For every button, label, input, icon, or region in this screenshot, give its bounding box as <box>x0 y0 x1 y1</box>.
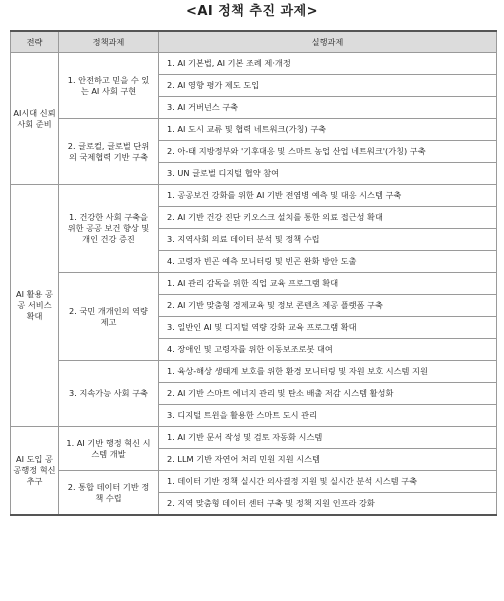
table-row <box>11 427 497 449</box>
action-cell: 3. 지역사회 의료 데이터 분석 및 정책 수립 <box>159 229 497 251</box>
policy-cell: 1. AI 기반 행정 혁신 시스템 개발 <box>59 427 159 471</box>
table-row <box>11 119 497 141</box>
table-row <box>11 53 497 75</box>
policy-cell: 1. 안전하고 믿을 수 있는 AI 사회 구현 <box>59 53 159 119</box>
action-cell: 2. AI 기반 맞춤형 경제교육 및 정보 콘텐츠 제공 플랫폼 구축 <box>159 295 497 317</box>
strategy-cell: AI 활용 공공 서비스 확대 <box>11 185 59 427</box>
table-row <box>11 471 497 493</box>
action-cell: 2. 지역 맞춤형 데이터 센터 구축 및 정책 지원 인프라 강화 <box>159 493 497 516</box>
action-cell: 2. AI 영향 평가 제도 도입 <box>159 75 497 97</box>
table-row <box>11 273 497 295</box>
action-cell: 2. 아-태 지방정부와 '기후대응 및 스마트 농업 산업 네트워크'(가칭) 구축 <box>159 141 497 163</box>
action-cell: 2. LLM 기반 자연어 처리 민원 지원 시스템 <box>159 449 497 471</box>
policy-cell: 2. 글로컬, 글로벌 단위의 국제협력 기반 구축 <box>59 119 159 185</box>
header-policy: 정책과제 <box>59 31 159 53</box>
action-cell: 1. AI 도시 교류 및 협력 네트워크(가칭) 구축 <box>159 119 497 141</box>
action-cell: 1. AI 기반 문서 작성 및 검토 자동화 시스템 <box>159 427 497 449</box>
policy-cell: 2. 국민 개개인의 역량 제고 <box>59 273 159 361</box>
action-cell: 1. 공공보건 강화를 위한 AI 기반 전염병 예측 및 대응 시스템 구축 <box>159 185 497 207</box>
action-cell: 1. AI 기본법, AI 기본 조례 제·개정 <box>159 53 497 75</box>
action-cell: 1. 육상-해상 생태계 보호를 위한 환경 모니터링 및 자원 보호 시스템 지원 <box>159 361 497 383</box>
policy-cell: 3. 지속가능 사회 구축 <box>59 361 159 427</box>
strategy-cell: AI 도입 공공행정 혁신추구 <box>11 427 59 516</box>
action-cell: 1. AI 관리 감독을 위한 직업 교육 프로그램 확대 <box>159 273 497 295</box>
policy-cell: 2. 통합 데이터 기반 정책 수립 <box>59 471 159 516</box>
table-row <box>11 361 497 383</box>
policy-table <box>10 30 497 516</box>
strategy-cell: AI시대 신뢰사회 준비 <box>11 53 59 185</box>
action-cell: 2. AI 기반 건강 진단 키오스크 설치를 통한 의료 접근성 확대 <box>159 207 497 229</box>
page-title: <AI 정책 추진 과제> <box>185 4 319 19</box>
header-strategy: 전략 <box>11 31 59 53</box>
policy-cell: 1. 건강한 사회 구축을 위한 공공 보건 향상 및 개인 건강 증진 <box>59 185 159 273</box>
action-cell: 1. 데이터 기반 정책 실시간 의사결정 지원 및 실시간 분석 시스템 구축 <box>159 471 497 493</box>
action-cell: 3. 디지털 트윈을 활용한 스마트 도시 관리 <box>159 405 497 427</box>
action-cell: 3. UN 글로벌 디지털 협약 참여 <box>159 163 497 185</box>
action-cell: 4. 고령자 빈곤 예측 모니터링 및 빈곤 완화 방안 도출 <box>159 251 497 273</box>
action-cell: 4. 장애인 및 고령자를 위한 이동보조로봇 대여 <box>159 339 497 361</box>
action-cell: 3. 일반인 AI 및 디지털 역량 강화 교육 프로그램 확대 <box>159 317 497 339</box>
action-cell: 3. AI 거버넌스 구축 <box>159 97 497 119</box>
action-cell: 2. AI 기반 스마트 에너지 관리 및 탄소 배출 저감 시스템 활성화 <box>159 383 497 405</box>
table-row <box>11 185 497 207</box>
header-action: 실행과제 <box>159 31 497 53</box>
table-header-row <box>11 31 497 53</box>
